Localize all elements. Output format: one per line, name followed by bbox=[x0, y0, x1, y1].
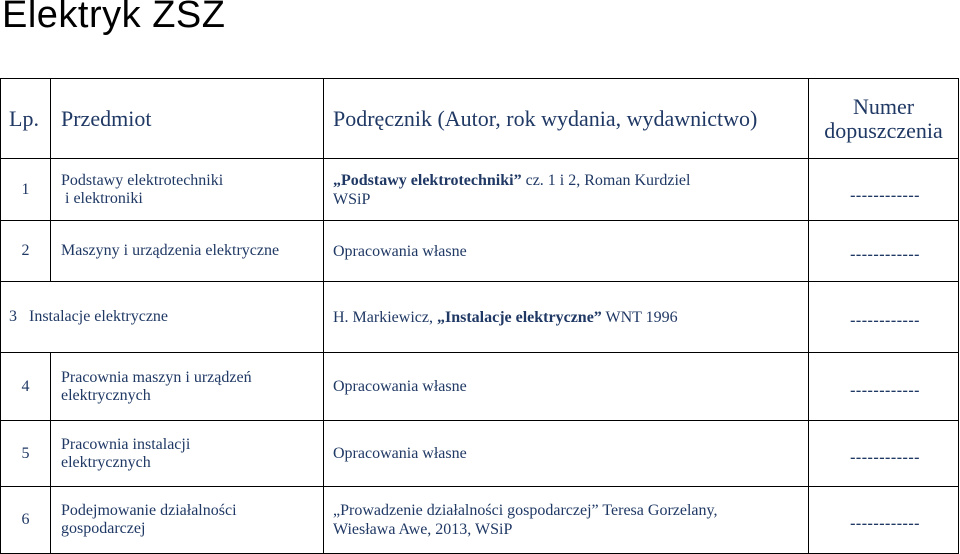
book-line: „Prowadzenie działalności gospodarczej” Teresa Gorzelany, bbox=[333, 502, 718, 519]
row-book bbox=[324, 487, 809, 554]
row-subject: Podejmowanie działalności gospodarczej bbox=[51, 487, 324, 554]
table-row bbox=[1, 353, 959, 421]
book-publisher: WSiP bbox=[333, 191, 371, 208]
row-book: Opracowania własne bbox=[324, 221, 809, 282]
row-lp: 5 bbox=[1, 421, 51, 487]
table-header-row bbox=[1, 79, 959, 159]
book-line: Wiesława Awe, 2013, WSiP bbox=[333, 521, 513, 538]
row-book: Opracowania własne bbox=[324, 353, 809, 421]
table-row bbox=[1, 159, 959, 221]
row-subject: Maszyny i urządzenia elektryczne bbox=[51, 221, 324, 282]
textbook-table bbox=[0, 78, 959, 554]
book-author: H. Markiewicz, bbox=[333, 308, 437, 326]
book-line bbox=[333, 171, 808, 190]
book-details: WNT 1996 bbox=[601, 308, 678, 326]
row-subject: Pracownia maszyn i urządzeń elektrycznych bbox=[51, 353, 324, 421]
row-lp-subject bbox=[1, 282, 324, 353]
table-row bbox=[1, 282, 959, 353]
table-row bbox=[1, 421, 959, 487]
row-lp: 3 bbox=[9, 308, 17, 325]
book-details: cz. 1 i 2, Roman Kurdziel bbox=[521, 172, 691, 189]
row-lp: 1 bbox=[1, 159, 51, 221]
row-lp: 6 bbox=[1, 487, 51, 554]
row-number: ------------ bbox=[809, 421, 959, 487]
row-number: ------------ bbox=[809, 159, 959, 221]
row-number: ------------ bbox=[809, 221, 959, 282]
row-book bbox=[324, 159, 809, 221]
subject-line: Podstawy elektrotechniki bbox=[61, 171, 224, 189]
row-book bbox=[324, 282, 809, 353]
row-subject: Pracownia instalacji elektrycznych bbox=[51, 421, 324, 487]
row-number: ------------ bbox=[809, 353, 959, 421]
subject-line: i elektroniki bbox=[65, 189, 143, 207]
row-subject bbox=[51, 159, 324, 221]
header-book: Podręcznik (Autor, rok wydania, wydawnictwo) bbox=[324, 79, 809, 159]
book-title: „Instalacje elektryczne” bbox=[436, 308, 602, 326]
row-number: ------------ bbox=[809, 487, 959, 554]
row-lp: 4 bbox=[1, 353, 51, 421]
row-number: ------------ bbox=[809, 282, 959, 353]
row-lp: 2 bbox=[1, 221, 51, 282]
header-number: Numer dopuszczenia bbox=[809, 79, 959, 159]
row-book: Opracowania własne bbox=[324, 421, 809, 487]
table-row bbox=[1, 221, 959, 282]
table-row bbox=[1, 487, 959, 554]
row-subject: Instalacje elektryczne bbox=[29, 308, 169, 325]
book-title: „Podstawy elektrotechniki” bbox=[333, 172, 522, 189]
header-subject: Przedmiot bbox=[51, 79, 324, 159]
header-lp: Lp. bbox=[1, 79, 51, 159]
page-title: Elektryk ZSZ bbox=[2, 0, 226, 36]
